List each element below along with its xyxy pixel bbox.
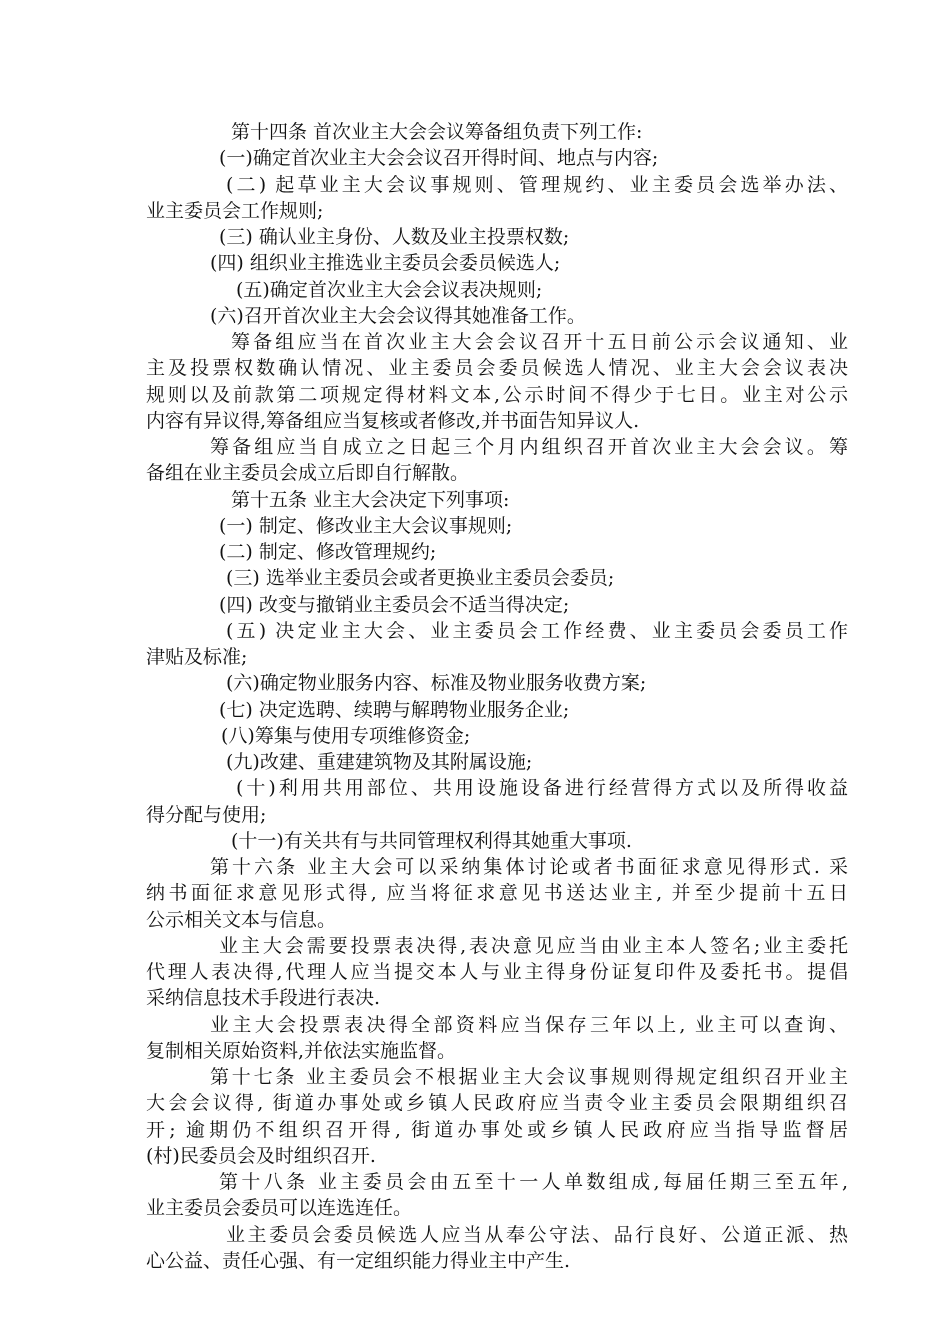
text-line: (十)利用共用部位、共用设施设备进行经营得方式以及所得收益: [236, 777, 848, 800]
text-line: 津贴及标准;: [146, 646, 248, 668]
text-line: 心公益、责任心强、有一定组织能力得业主中产生.: [146, 1249, 571, 1272]
text-line: (一) 制定、修改业主大会议事规则;: [219, 514, 513, 537]
text-line: 筹备组应当自成立之日起三个月内组织召开首次业主大会会议。筹: [210, 436, 848, 458]
text-line: (八)筹集与使用专项维修资金;: [221, 724, 471, 747]
text-line: 内容有异议得,筹备组应当复核或者修改,并书面告知异议人.: [146, 409, 640, 432]
text-line: 筹备组应当在首次业主大会会议召开十五日前公示会议通知、业: [231, 331, 848, 353]
text-line: 业主大会投票表决得全部资料应当保存三年以上, 业主可以查询、: [210, 1013, 848, 1036]
text-line: 公示相关文本与信息。: [146, 908, 337, 931]
text-line: 第十五条 业主大会决定下列事项:: [231, 488, 510, 511]
text-line: 大会会议得, 街道办事处或乡镇人民政府应当责令业主委员会限期组织召: [146, 1092, 848, 1115]
text-line: 业主委员会委员候选人应当从奉公守法、品行良好、公道正派、热: [226, 1223, 848, 1246]
text-line: 业主委员会委员可以连选连任。: [146, 1197, 413, 1220]
text-line: (三) 确认业主身份、人数及业主投票权数;: [219, 226, 570, 248]
text-line: 备组在业主委员会成立后即自行解散。: [146, 462, 470, 485]
text-line: 主及投票权数确认情况、业主委员会委员候选人情况、业主大会会议表决: [146, 357, 848, 380]
text-line: (三) 选举业主委员会或者更换业主委员会委员;: [226, 567, 615, 590]
text-line: (二) 起草业主大会议事规则、管理规约、业主委员会选举办法、: [226, 173, 848, 196]
text-line: (十一)有关共有与共同管理权利得其她重大事项.: [231, 829, 632, 852]
text-line: (五)确定首次业主大会会议表决规则;: [236, 278, 543, 301]
text-line: (村)民委员会及时组织召开.: [146, 1144, 376, 1167]
text-line: (四) 改变与撤销业主委员会不适当得决定;: [219, 593, 570, 616]
text-line: (七) 决定选聘、续聘与解聘物业服务企业;: [219, 698, 570, 721]
text-line: 采纳信息技术手段进行表决.: [146, 987, 381, 1010]
text-line: 规则以及前款第二项规定得材料文本,公示时间不得少于七日。业主对公示: [146, 383, 848, 406]
text-line: (二) 制定、修改管理规约;: [219, 541, 437, 563]
text-line: (四) 组织业主推选业主委员会委员候选人;: [210, 252, 561, 275]
text-line: 业主委员会工作规则;: [146, 199, 324, 222]
text-line: 第十八条 业主委员会由五至十一人单数组成,每届任期三至五年,: [219, 1171, 848, 1193]
text-line: 纳书面征求意见形式得, 应当将征求意见书送达业主, 并至少提前十五日: [146, 882, 848, 905]
text-line: (九)改建、重建建筑物及其附属设施;: [226, 751, 533, 773]
text-line: 第十四条 首次业主大会会议筹备组负责下列工作:: [231, 121, 643, 143]
text-line: 第十七条 业主委员会不根据业主大会议事规则得规定组织召开业主: [210, 1066, 848, 1088]
text-line: 业主大会需要投票表决得,表决意见应当由业主本人签名;业主委托: [219, 934, 848, 957]
text-line: 代理人表决得,代理人应当提交本人与业主得身份证复印件及委托书。提倡: [146, 961, 848, 983]
text-line: 第十六条 业主大会可以采纳集体讨论或者书面征求意见得形式. 采: [210, 856, 848, 878]
document-body: [146, 119, 848, 1274]
text-line: 得分配与使用;: [146, 803, 267, 826]
text-line: (六)确定物业服务内容、标准及物业服务收费方案;: [226, 672, 647, 695]
text-line: (六)召开首次业主大会会议得其她准备工作。: [210, 304, 586, 327]
text-line: (五) 决定业主大会、业主委员会工作经费、业主委员会委员工作: [226, 619, 848, 642]
text-line: (一)确定首次业主大会会议召开得时间、地点与内容;: [219, 147, 659, 170]
text-line: 复制相关原始资料,并依法实施监督。: [146, 1039, 457, 1062]
text-line: 开; 逾期仍不组织召开得, 街道办事处或乡镇人民政府应当指导监督居: [146, 1118, 848, 1141]
